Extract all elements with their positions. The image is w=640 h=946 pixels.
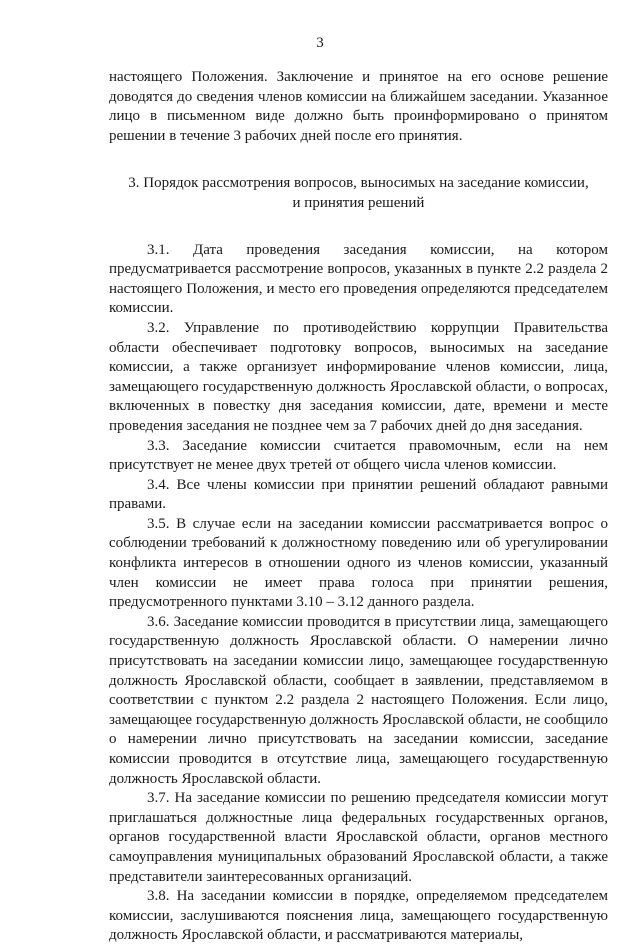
section-title-line-2: и принятия решений (292, 194, 425, 211)
page-body (109, 68, 608, 946)
paragraph-3-2: 3.2. Управление по противодействию коррупции Правительства области обеспечивает подготовку вопросов, выносимых на заседание комиссии, а также организует информирование членов комиссии, лица, замещающего государственную должность Ярославской области, о вопросах, включенных в повестку дня заседания комиссии, дате, времени и месте проведения заседания не позднее чем за 7 рабочих дней до дня заседания. (109, 319, 608, 434)
paragraph-3-1: 3.1. Дата проведения заседания комиссии, на котором предусматривается рассмотрение вопросов, указанных в пункте 2.2 раздела 2 настоящего Положения, и место его проведения определяются председателем комиссии. (109, 241, 608, 317)
paragraph-3-6: 3.6. Заседание комиссии проводится в присутствии лица, замещающего государственную должность Ярославской области. О намерении лично присутствовать на заседании комиссии лицо, замещающее государственную должность Ярославской области, сообщает в заявлении, представляемом в соответствии с пунктом 2.2 раздела 2 настоящего Положения. Если лицо, замещающее государственную должность Ярославской области, не сообщило о намерении лично присутствовать на заседании комиссии, заседание комиссии проводится в отсутствие лица, замещающего государственную должность Ярославской области. (109, 613, 608, 787)
paragraph-3-7: 3.7. На заседание комиссии по решению председателя комиссии могут приглашаться должностные лица федеральных государственных органов, органов государственной власти Ярославской области, органов местного самоуправления муниципальных образований Ярославской области, а также представители заинтересованных организаций. (109, 790, 608, 885)
paragraph-3-5: 3.5. В случае если на заседании комиссии рассматривается вопрос о соблюдении требований к должностному поведению или об урегулировании конфликта интересов в отношении одного из членов комиссии, указанный член комиссии не имеет права голоса при принятии решения, предусмотренного пунктами 3.10 – 3.12 данного раздела. (109, 515, 608, 611)
section-title-line-1: 3. Порядок рассмотрения вопросов, выносимых на заседание комиссии, (128, 175, 589, 192)
page-number: 3 (316, 35, 324, 51)
intro-paragraph: настоящего Положения. Заключение и принятое на его основе решение доводятся до сведения членов комиссии на ближайшем заседании. Указанное лицо в письменном виде должно быть проинформировано о принятом решении в течение 3 рабочих дней после его принятия. (109, 69, 608, 144)
paragraph-3-8: 3.8. На заседании комиссии в порядке, определяемом председателем комиссии, заслушиваются пояснения лица, замещающего государственную должность Ярославской области, и рассматриваются материалы, (109, 888, 608, 944)
section-title (109, 174, 608, 213)
paragraph-3-3: 3.3. Заседание комиссии считается правомочным, если на нем присутствует не менее двух третей от общего числа членов комиссии. (109, 437, 608, 474)
paragraph-3-4: 3.4. Все члены комиссии при принятии решений обладают равными правами. (109, 476, 608, 513)
